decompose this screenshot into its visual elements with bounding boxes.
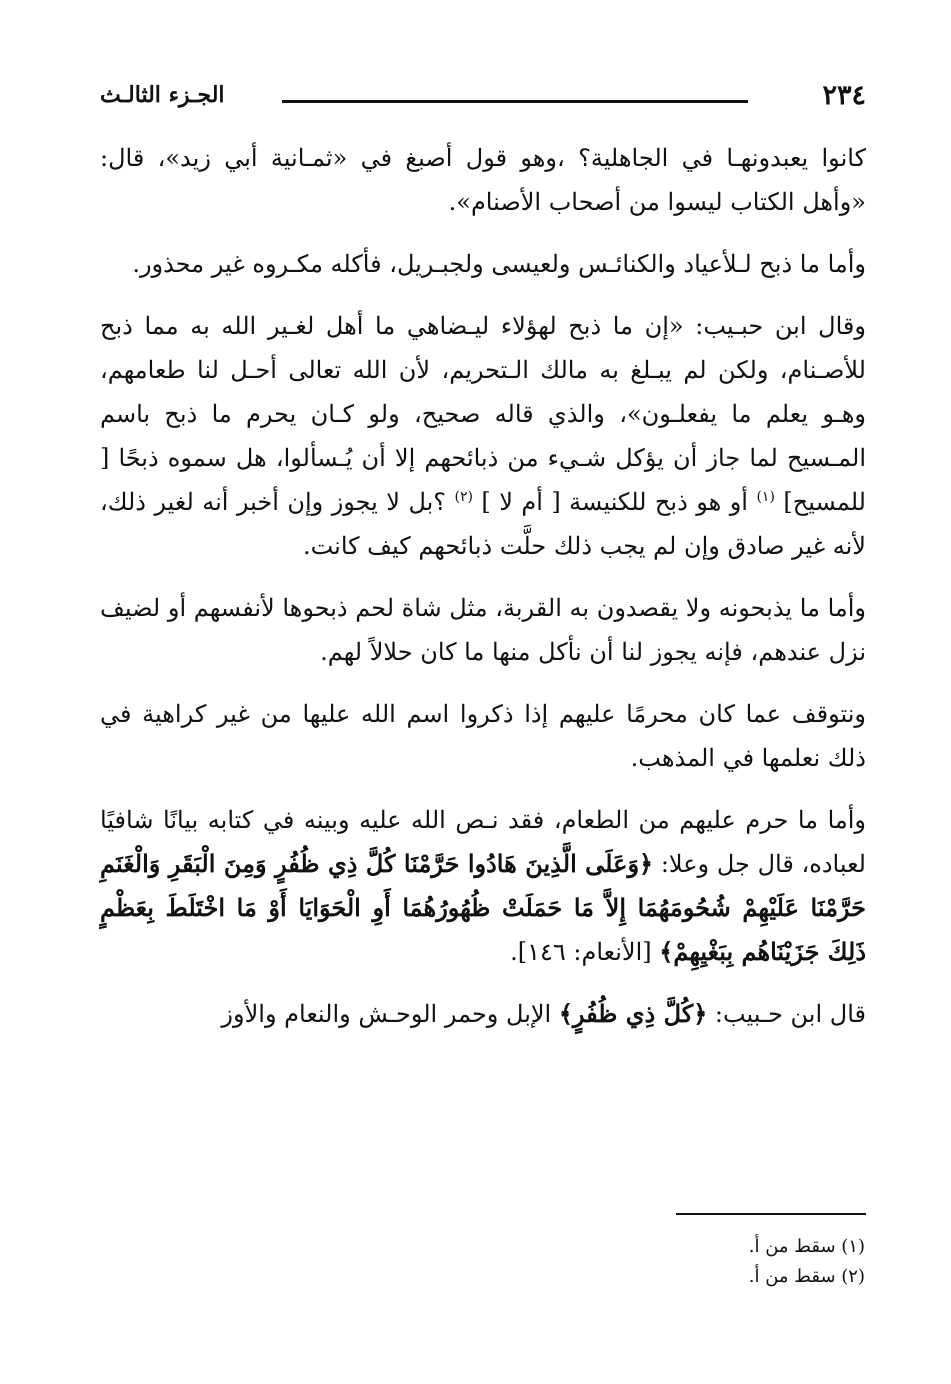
- page-header: [100, 80, 866, 120]
- verse-reference: [الأنعام: ١٤٦].: [510, 938, 660, 966]
- paragraph-text: ؟بل لا يجوز وإن أخبر أنه لغير ذلك، لأنه غير صادق وإن لم يجب ذلك حلَّت ذبائحهم كيف كانت.: [100, 488, 866, 560]
- footnote-rule: [676, 1213, 866, 1215]
- running-title: الجـزء الثالـث: [100, 82, 225, 108]
- paragraph-text: وأما ما حرم عليهم من الطعام، فقد نـص الله عليه وبينه في كتابه بيانًا شافيًا لعباده، قال جل وعلا:: [100, 806, 866, 878]
- footnote-1: (١) سقط من أ.: [748, 1236, 865, 1257]
- footnote-marker: (٢): [454, 489, 473, 505]
- paragraph-3: [100, 304, 866, 568]
- quran-verse: ﴿كُلَّ ذِي ظُفُرٍ﴾: [558, 999, 708, 1028]
- paragraph-text: ونتوقف عما كان محرمًا عليهم إذا ذكروا اسم الله عليها من غير كراهية في ذلك نعلمها في المذهب.: [100, 700, 867, 772]
- paragraph-text: أو هو ذبح للكنيسة [ أم لا ]: [472, 488, 757, 516]
- paragraph-text: قال ابن حـبيب:: [707, 1000, 866, 1028]
- paragraph-text: كانوا يعبدونهـا في الجاهلية؟ ،وهو قول أصبغ في «ثمـانية أبي زيد»، قال: «وأهل الكتاب ليسوا من أصحاب الأصنام».: [100, 144, 866, 216]
- header-rule: [282, 100, 748, 103]
- footnote-2: (٢) سقط من أ.: [748, 1266, 865, 1287]
- paragraph-1: [100, 136, 866, 224]
- paragraph-7: [100, 992, 866, 1036]
- paragraph-text: الإبل وحمر الوحـش والنعام والأوز: [221, 1000, 559, 1028]
- page-body: [100, 136, 866, 1054]
- footnote-marker: (١): [756, 489, 775, 505]
- page-number: ٢٣٤: [822, 80, 866, 111]
- paragraph-text: وقال ابن حبـيب: «إن ما ذبح لهؤلاء ليـضاهي ما أهل لغـير الله به مما ذبح للأصـنام، ولكن لم يبـلغ به مالك الـتحريم، لأن الله تعالى أحـل لنا طعامهم، وهـو يعلم ما يفعلـون»، والذي قاله صحيح، ولو كـان يحرم ما ذبح باسم المـسيح لما جاز أن يؤكل شـيء من ذبائحهم إلا أن يُـسألوا، هل سموه ذبحًا [ للمسيح]: [100, 312, 866, 516]
- paragraph-5: [100, 692, 866, 780]
- paragraph-6: [100, 798, 866, 974]
- quran-verse: ﴿وَعَلَى الَّذِينَ هَادُوا حَرَّمْنَا كُلَّ ذِي ظُفُرٍ وَمِنَ الْبَقَرِ وَالْغَنَمِ حَرَّمْنَا عَلَيْهِمْ شُحُومَهُمَا إِلاَّ مَا حَمَلَتْ ظُهُورُهُمَا أَوِ الْحَوَايَا أَوْ مَا اخْتَلَطَ بِعَظْمٍ ذَلِكَ جَزَيْنَاهُم بِبَغْيِهِمْ﴾: [100, 849, 866, 966]
- paragraph-2: [100, 242, 866, 286]
- paragraph-text: وأما ما ذبح لـلأعياد والكنائـس ولعيسى ولجبـريل، فأكله مكـروه غير محذور.: [132, 250, 866, 278]
- paragraph-text: وأما ما يذبحونه ولا يقصدون به القربة، مثل شاة لحم ذبحوها لأنفسهم أو لضيف نزل عندهم، فإنه يجوز لنا أن نأكل منها ما كان حلالاً لهم.: [100, 594, 866, 666]
- footnotes: [565, 1232, 865, 1292]
- paragraph-4: [100, 586, 866, 674]
